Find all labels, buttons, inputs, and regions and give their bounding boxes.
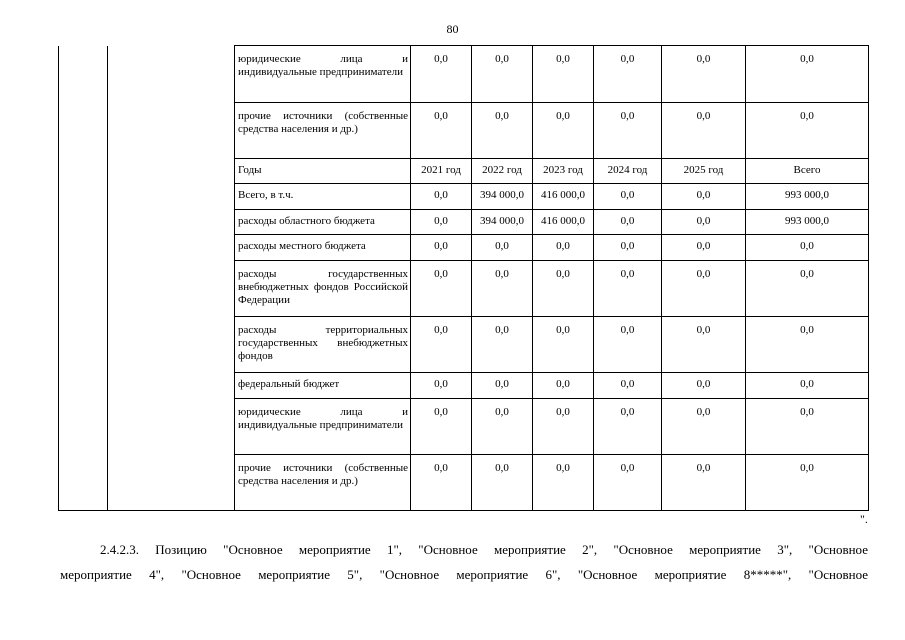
empty-col-a [59,46,108,511]
row-label: прочие источники (собственные средства населения и др.) [235,103,411,159]
cell-value: 0,0 [594,235,662,261]
cell-value: 0,0 [533,261,594,317]
cell-value: 0,0 [662,184,746,210]
cell-value: 0,0 [411,210,472,235]
cell-value: 0,0 [533,373,594,399]
cell-value: 0,0 [746,373,869,399]
cell-value: 0,0 [411,373,472,399]
year-header: 2023 год [533,159,594,184]
cell-value: 0,0 [594,184,662,210]
cell-value: 0,0 [472,317,533,373]
cell-value: 0,0 [662,261,746,317]
cell-value: 0,0 [662,46,746,103]
budget-table [58,45,869,511]
cell-value: 993 000,0 [746,210,869,235]
cell-value: 416 000,0 [533,210,594,235]
year-header: 2021 год [411,159,472,184]
cell-value: 0,0 [662,235,746,261]
paragraph-line-2: мероприятие 4", "Основное мероприятие 5", "Основное мероприятие 6", "Основное мероприятие 8*****", "Основное [60,567,868,582]
cell-value: 0,0 [662,103,746,159]
cell-value: 0,0 [746,455,869,511]
cell-value: 0,0 [411,46,472,103]
year-header: 2024 год [594,159,662,184]
year-header: 2022 год [472,159,533,184]
cell-value: 0,0 [533,399,594,455]
cell-value: 0,0 [411,399,472,455]
table-row [59,46,869,103]
cell-value: 0,0 [746,103,869,159]
year-header: 2025 год [662,159,746,184]
cell-value: 0,0 [594,210,662,235]
years-label: Годы [235,159,411,184]
cell-value: 0,0 [472,103,533,159]
cell-value: 0,0 [594,317,662,373]
cell-value: 0,0 [594,455,662,511]
row-label: расходы государственных внебюджетных фондов Российской Федерации [235,261,411,317]
row-label: расходы местного бюджета [235,235,411,261]
cell-value: 394 000,0 [472,184,533,210]
cell-value: 0,0 [472,46,533,103]
cell-value: 0,0 [533,103,594,159]
cell-value: 0,0 [746,235,869,261]
row-label: федеральный бюджет [235,373,411,399]
cell-value: 416 000,0 [533,184,594,210]
cell-value: 0,0 [746,399,869,455]
cell-value: 0,0 [411,455,472,511]
cell-value: 0,0 [746,261,869,317]
cell-value: 0,0 [411,184,472,210]
cell-value: 0,0 [533,455,594,511]
empty-col-b [108,46,235,511]
cell-value: 0,0 [662,399,746,455]
cell-value: 0,0 [472,261,533,317]
cell-value: 0,0 [662,373,746,399]
total-header: Всего [746,159,869,184]
cell-value: 0,0 [662,317,746,373]
cell-value: 0,0 [472,235,533,261]
cell-value: 993 000,0 [746,184,869,210]
cell-value: 0,0 [411,103,472,159]
row-label: расходы областного бюджета [235,210,411,235]
cell-value: 0,0 [746,46,869,103]
cell-value: 0,0 [594,46,662,103]
cell-value: 0,0 [594,103,662,159]
cell-value: 0,0 [533,317,594,373]
closing-quote: ". [860,512,868,526]
cell-value: 0,0 [411,235,472,261]
cell-value: 0,0 [594,399,662,455]
row-label: юридические лица и индивидуальные предприниматели [235,399,411,455]
cell-value: 0,0 [411,261,472,317]
cell-value: 0,0 [594,373,662,399]
cell-value: 0,0 [472,399,533,455]
cell-value: 0,0 [594,261,662,317]
cell-value: 0,0 [472,455,533,511]
row-label: Всего, в т.ч. [235,184,411,210]
cell-value: 0,0 [472,373,533,399]
cell-value: 0,0 [411,317,472,373]
cell-value: 0,0 [662,455,746,511]
row-label: юридические лица и индивидуальные предприниматели [235,46,411,103]
cell-value: 394 000,0 [472,210,533,235]
cell-value: 0,0 [662,210,746,235]
page-number: 80 [446,22,459,36]
cell-value: 0,0 [533,46,594,103]
cell-value: 0,0 [533,235,594,261]
row-label: расходы территориальных государственных внебюджетных фондов [235,317,411,373]
paragraph-line-1: 2.4.2.3. Позицию "Основное мероприятие 1", "Основное мероприятие 2", "Основное мероприятие 3", "Основное [100,542,868,557]
row-label: прочие источники (собственные средства населения и др.) [235,455,411,511]
cell-value: 0,0 [746,317,869,373]
